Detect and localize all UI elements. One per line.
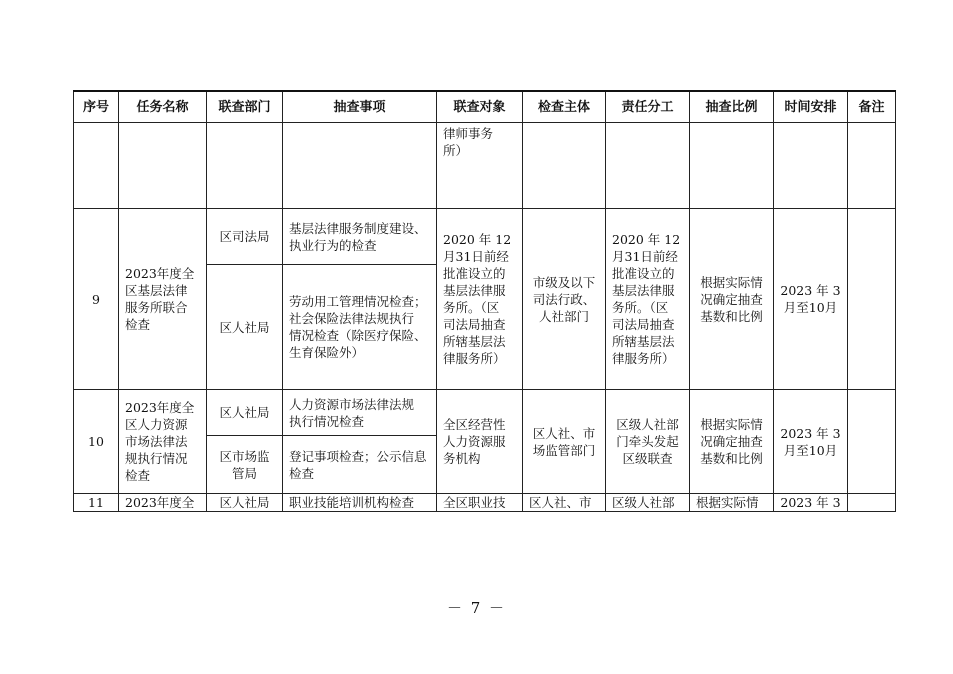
header-cell: 责任分工 <box>606 91 690 123</box>
cell-no: 10 <box>74 390 119 494</box>
cell-time: 2023 年 3 <box>774 494 848 512</box>
header-cell: 任务名称 <box>119 91 207 123</box>
cell-dept: 区市场监 管局 <box>207 436 283 494</box>
cell-task: 2023年度全 区人力资源 市场法律法 规执行情况 检查 <box>119 390 207 494</box>
cell-no <box>74 123 119 209</box>
cell-dept <box>207 123 283 209</box>
table-header-row <box>74 91 896 123</box>
table-row-10a <box>74 390 896 436</box>
header-cell: 备注 <box>848 91 896 123</box>
header-cell: 抽查比例 <box>690 91 774 123</box>
cell-item <box>283 123 437 209</box>
inspection-task-table <box>73 90 896 512</box>
cell-duty <box>606 123 690 209</box>
cell-subject <box>523 123 606 209</box>
cell-note <box>848 494 896 512</box>
cell-subject: 区人社、市 <box>523 494 606 512</box>
cell-task <box>119 123 207 209</box>
cell-item: 职业技能培训机构检查 <box>283 494 437 512</box>
cell-note <box>848 123 896 209</box>
header-cell: 抽查事项 <box>283 91 437 123</box>
cell-no: 9 <box>74 209 119 390</box>
cell-object: 全区职业技 <box>437 494 523 512</box>
table-row-continued <box>74 123 896 209</box>
cell-task: 2023年度全 区基层法律 服务所联合 检查 <box>119 209 207 390</box>
cell-duty: 区级人社部 <box>606 494 690 512</box>
cell-dept: 区人社局 <box>207 265 283 390</box>
table-row-9a <box>74 209 896 265</box>
cell-ratio: 根据实际情 况确定抽查 基数和比例 <box>690 209 774 390</box>
cell-item: 劳动用工管理情况检查； 社会保险法律法规执行 情况检查（除医疗保险、 生育保险外） <box>283 265 437 390</box>
cell-item: 人力资源市场法律法规 执行情况检查 <box>283 390 437 436</box>
page-number: － 7 － <box>446 599 507 617</box>
cell-task: 2023年度全 <box>119 494 207 512</box>
cell-object: 全区经营性 人力资源服 务机构 <box>437 390 523 494</box>
cell-duty: 区级人社部 门牵头发起 区级联查 <box>606 390 690 494</box>
cell-dept: 区司法局 <box>207 209 283 265</box>
cell-note <box>848 390 896 494</box>
cell-ratio: 根据实际情 况确定抽查 基数和比例 <box>690 390 774 494</box>
cell-time: 2023 年 3 月至10月 <box>774 390 848 494</box>
cell-time <box>774 123 848 209</box>
cell-subject: 市级及以下 司法行政、 人社部门 <box>523 209 606 390</box>
cell-ratio <box>690 123 774 209</box>
header-cell: 联查对象 <box>437 91 523 123</box>
cell-item: 登记事项检查；公示信息 检查 <box>283 436 437 494</box>
cell-subject: 区人社、市 场监管部门 <box>523 390 606 494</box>
table-row-11 <box>74 494 896 512</box>
cell-dept: 区人社局 <box>207 390 283 436</box>
header-cell: 联查部门 <box>207 91 283 123</box>
cell-item: 基层法律服务制度建设、 执业行为的检查 <box>283 209 437 265</box>
cell-duty: 2020 年 12 月31日前经 批准设立的 基层法律服 务所。（区 司法局抽查 所辖基层法 律服务所） <box>606 209 690 390</box>
cell-no: 11 <box>74 494 119 512</box>
cell-ratio: 根据实际情 <box>690 494 774 512</box>
cell-object: 律师事务 所） <box>437 123 523 209</box>
cell-time: 2023 年 3 月至10月 <box>774 209 848 390</box>
header-cell: 序号 <box>74 91 119 123</box>
header-cell: 时间安排 <box>774 91 848 123</box>
header-cell: 检查主体 <box>523 91 606 123</box>
cell-object: 2020 年 12 月31日前经 批准设立的 基层法律服 务所。（区 司法局抽查 所辖基层法 律服务所） <box>437 209 523 390</box>
cell-dept: 区人社局 <box>207 494 283 512</box>
cell-note <box>848 209 896 390</box>
